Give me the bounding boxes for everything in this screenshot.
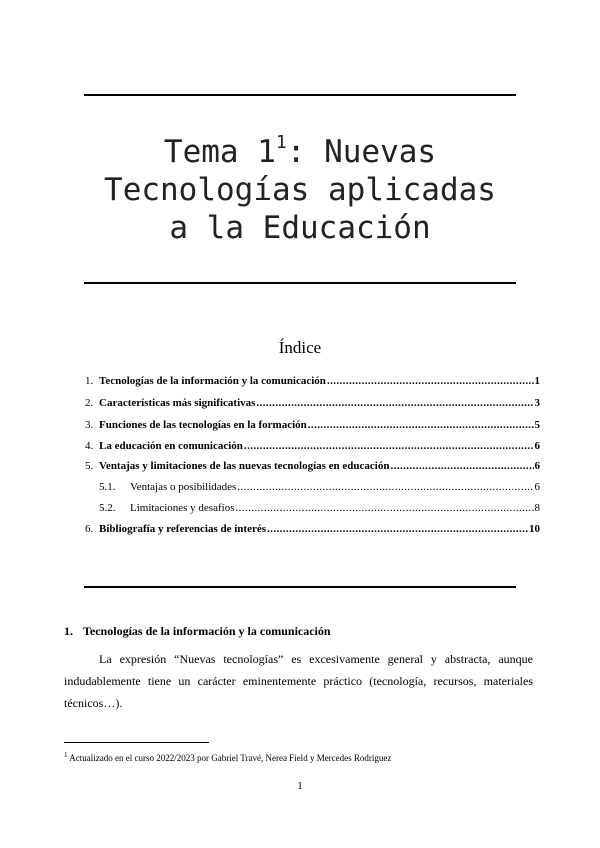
toc-leader (244, 438, 534, 454)
toc-page-number: 10 (529, 523, 540, 535)
body-paragraph: La expresión “Nuevas tecnologías” es excesivamente general y abstracta, aunque indudablemente tiene un carácter eminentemente práctico (tecnología, recursos, materiales técnicos…). (64, 652, 533, 710)
toc-entry-6[interactable]: 6. Bibliografía y referencias de interés ..... 10 (85, 521, 540, 537)
toc-entry-label: Bibliografía y referencias de interés (99, 523, 267, 535)
section-title: Tecnologías de la información y la comunicación (83, 624, 331, 638)
title-line-1: Tema $1^1$: Nuevas (163, 132, 437, 170)
footnote-separator (64, 742, 209, 743)
toc-entry-3[interactable]: 3. Funciones de las tecnologías en la formación ..... 5 (85, 417, 540, 433)
toc-page-number: 6 (534, 481, 540, 493)
toc-leader (235, 500, 533, 516)
toc-leader (267, 521, 528, 537)
toc-entry-4[interactable]: 4. La educación en comunicación ..... 6 (85, 438, 540, 454)
footnote (64, 751, 391, 763)
toc-page-number: 8 (534, 502, 540, 514)
toc-leader (237, 479, 533, 495)
toc-entry-label: Funciones de las tecnologías en la formación (99, 419, 307, 431)
index-heading: Índice (278, 338, 322, 357)
toc-entry-1[interactable]: 1. Tecnologías de la información y la comunicación ..... 1 (85, 373, 540, 389)
toc-page-number: 5 (534, 419, 540, 431)
toc-leader (327, 373, 534, 389)
title-footnote-marker[interactable]: 1 (275, 132, 287, 153)
toc-entry-label: Limitaciones y desafíos (130, 502, 235, 514)
title-line-2: Tecnologías aplicadas (104, 172, 496, 208)
footnote-marker: 1 (64, 751, 68, 759)
toc-entry-2[interactable]: 2. Características más significativas ..... 3 (85, 395, 540, 411)
toc-entry-5[interactable]: 5. Ventajas y limitaciones de las nuevas tecnologías en educación ..... 6 (85, 458, 540, 474)
section-heading (64, 624, 331, 639)
toc-page-number: 6 (534, 460, 540, 472)
toc-leader (391, 458, 534, 474)
section-number: 1. (64, 624, 73, 638)
toc-entry-label: Tecnologías de la información y la comunicación (99, 375, 326, 387)
toc-entry-label: Ventajas o posibilidades (130, 481, 237, 493)
toc-entry-label: La educación en comunicación (99, 440, 243, 452)
toc-entry-label: Ventajas y limitaciones de las nuevas tecnologías en educación (99, 460, 390, 472)
title-line-3: a la Educación (169, 210, 431, 246)
toc-leader (256, 395, 533, 411)
toc-entry-label: Características más significativas (99, 397, 256, 409)
toc-page-number: 6 (534, 440, 540, 452)
toc-page-number: 3 (534, 397, 540, 409)
footnote-text: Actualizado en el curso 2022/2023 por Gabriel Travé, Nerea Field y Mercedes Rodríguez (67, 753, 392, 763)
toc-entry-5-1[interactable]: 5.1. Ventajas o posibilidades ..... 6 (99, 479, 540, 495)
page-number: 1 (297, 780, 303, 792)
toc-page-number: 1 (534, 375, 540, 387)
section-divider-rule (84, 586, 516, 588)
toc-entry-5-2[interactable]: 5.2. Limitaciones y desafíos ..... 8 (99, 500, 540, 516)
toc-leader (308, 417, 534, 433)
